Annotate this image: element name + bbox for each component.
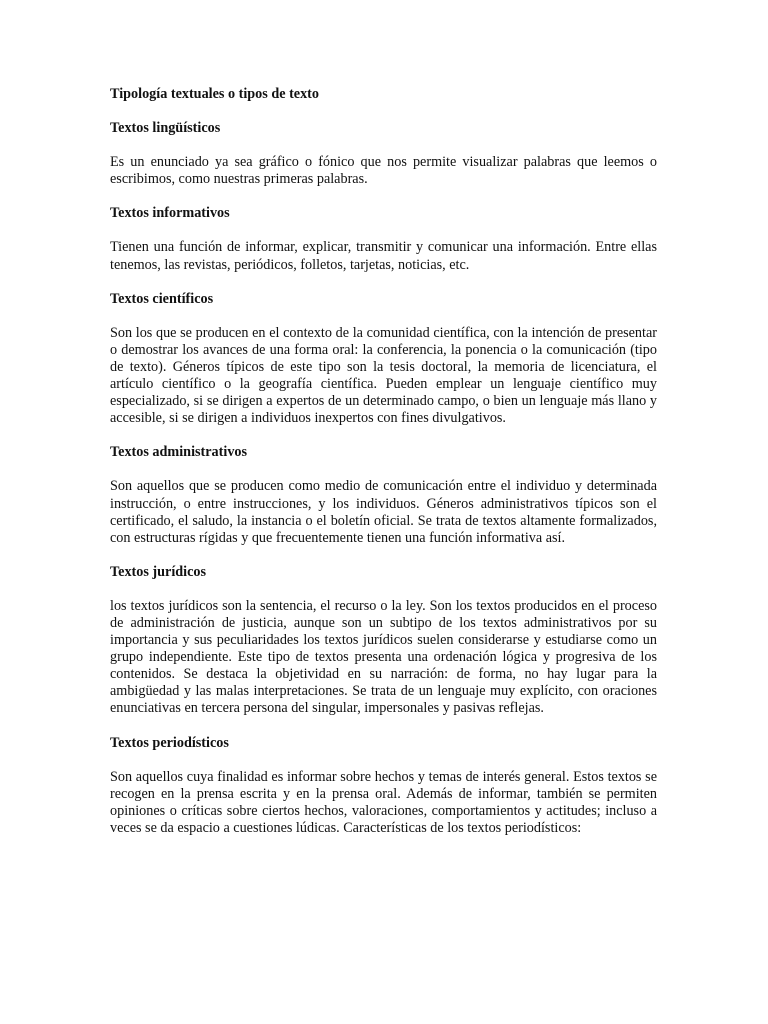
section-informativos [110, 205, 657, 273]
section-juridicos [110, 564, 657, 718]
section-linguisticos [110, 120, 657, 188]
section-paragraph: Tienen una función de informar, explicar, transmitir y comunicar una información. Entre ellas tenemos, las revistas, periódicos, folletos, tarjetas, noticias, etc. [110, 239, 657, 273]
section-heading: Textos científicos [110, 290, 214, 307]
section-periodisticos [110, 735, 657, 837]
section-heading: Textos informativos [110, 205, 230, 222]
document-page [110, 86, 657, 854]
section-administrativos [110, 444, 657, 546]
section-heading: Textos lingüísticos [110, 120, 221, 137]
section-heading: Textos periodísticos [110, 734, 229, 751]
section-paragraph: Son aquellos cuya finalidad es informar sobre hechos y temas de interés general. Estos textos se recogen en la prensa escrita y en la prensa oral. Además de informar, también se permiten opiniones o críticas sobre ciertos hechos, valoraciones, comportamientos y actitudes; incluso a veces se da espacio a cuestiones lúdicas. Características de los textos periodísticos: [110, 768, 657, 836]
section-heading: Textos jurídicos [110, 563, 207, 580]
section-paragraph: los textos jurídicos son la sentencia, el recurso o la ley. Son los textos producidos en el proceso de administración de justicia, aunque son un subtipo de los textos administrativos por su importancia y sus peculiaridades los textos jurídicos suelen considerarse y estudiarse como un grupo independiente. Este tipo de textos presenta una ordenación lógica y progresiva de los contenidos. Se destaca la objetividad en su narración: de forma, no hay lugar para la ambigüedad y las malas interpretaciones. Se trata de un lenguaje muy explícito, con oraciones enunciativas en tercera persona del singular, impersonales y pasivas reflejas. [110, 597, 657, 717]
section-heading: Textos administrativos [110, 444, 248, 461]
section-paragraph: Es un enunciado ya sea gráfico o fónico que nos permite visualizar palabras que leemos o escribimos, como nuestras primeras palabras. [110, 154, 657, 188]
document-title: Tipología textuales o tipos de texto [110, 86, 320, 102]
section-cientificos [110, 291, 657, 428]
section-paragraph: Son aquellos que se producen como medio de comunicación entre el individuo y determinada instrucción, o entre instrucciones, y los individuos. Géneros administrativos típicos son el certificado, el saludo, la instancia o el boletín oficial. Se trata de textos altamente formalizados, con estructuras rígidas y que frecuentemente tienen una función informativa así. [110, 478, 657, 546]
section-paragraph: Son los que se producen en el contexto de la comunidad científica, con la intención de presentar o demostrar los avances de una forma oral: la conferencia, la ponencia o la comunicación (tipo de texto). Géneros típicos de este tipo son la tesis doctoral, la memoria de licenciatura, el artículo científico o la geografía científica. Pueden emplear un lenguaje científico muy especializado, si se dirigen a expertos de un determinado campo, o bien un lenguaje más llano y accesible, si se dirigen a individuos inexpertos con fines divulgativos. [110, 324, 657, 427]
